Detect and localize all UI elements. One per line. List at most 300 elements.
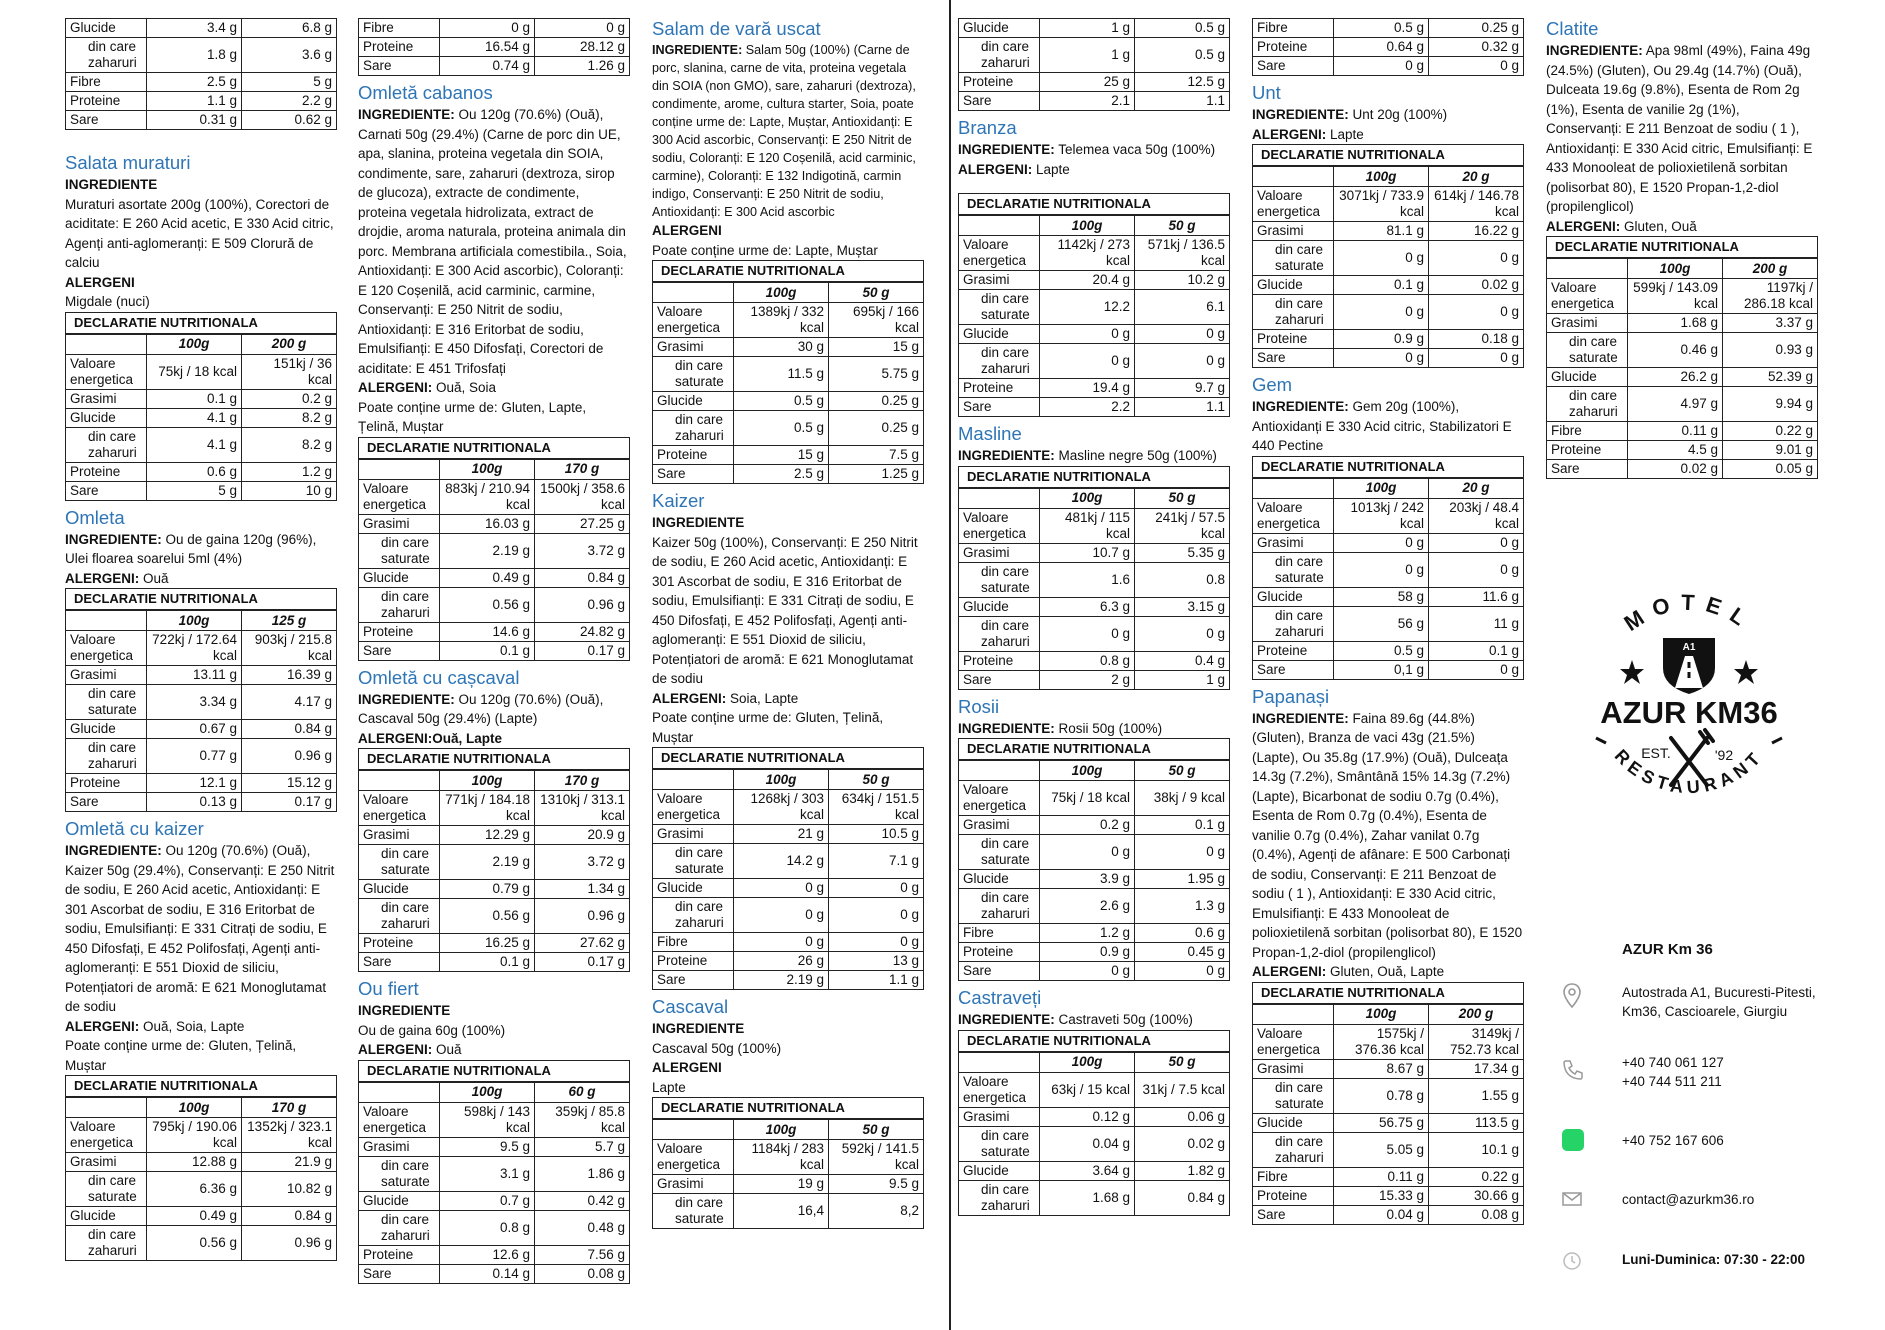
header-per-100g: 100g [1040,761,1135,781]
value-per-100g: 75kj / 18 kcal [147,354,242,389]
table-row [66,19,337,38]
value-per-100g: 0.6 g [147,462,242,481]
header-per-100g: 100g [440,771,535,791]
column-1 [65,18,337,1265]
value-per-100g: 1268kj / 303 kcal [734,790,829,825]
value-per-portion: 9.7 g [1135,379,1230,398]
nutrient-label: din care zaharuri [66,427,147,462]
value-per-100g: 2.5 g [734,465,829,484]
section-title: Omletă cu cașcaval [358,666,520,688]
table-row [1253,498,1524,533]
table-row [959,508,1230,543]
value-per-100g: 3.9 g [1040,870,1135,889]
table-header [959,761,1230,781]
table-row [66,1153,337,1172]
value-per-portion: 0.96 g [535,899,630,934]
table-row [653,303,924,338]
value-per-100g: 0 g [734,879,829,898]
ingredients-text: INGREDIENTE: Ou 120g (70.6%) (Ouă), Carnati 50g (29.4%) (Carne de porc din UE, apa, slanina, proteina vegetala din SOIA, condimente, sare, zaharuri (dextroza, sirop de glucoza), extracte de condimente, proteina vegetala hidrolizata, extract de drojdie, aroma naturala, proteina animala din porc. Membrana artificiala comestibila., Soia, Antioxidanți: E 300 Acid ascorbic), Coloranți: E 120 Coșenilă, acid carminic, carmine, Conservanți: E 250 Nitrit de sodiu, Antioxidanți: E 316 Eritorbat de sodiu, Emulsifianți: E 450 Difosfați, Corectori de aciditate: E 451 Trifosfați [358,107,627,376]
value-per-100g: 3.64 g [1040,1161,1135,1180]
value-per-portion: 1.1 g [829,971,924,990]
value-per-portion: 10.82 g [242,1172,337,1207]
section-title: Branza [958,117,1017,138]
value-per-100g: 0.1 g [440,641,535,660]
table-row [959,398,1230,417]
value-per-portion: 203kj / 48.4 kcal [1429,498,1524,533]
value-per-100g: 1 g [1040,38,1135,73]
value-per-100g: 3.4 g [147,19,242,38]
value-per-portion: 0.06 g [1135,1107,1230,1126]
header-blank [959,1052,1040,1072]
svg-text:MOTEL [1619,590,1758,637]
value-per-100g: 1575kj / 376.36 kcal [1334,1024,1429,1059]
nutrient-label: Proteine [359,1245,440,1264]
value-per-portion: 0 g [1135,325,1230,344]
table-row [959,543,1230,562]
nutrient-label: din care saturate [1253,1078,1334,1113]
nutrition-heading: DECLARATIE NUTRITIONALA [1252,456,1524,478]
table-row [653,411,924,446]
section-title: Rosii [958,695,1000,717]
value-per-100g: 2 g [1040,670,1135,689]
nutrient-label: din care saturate [1547,333,1628,368]
nutrient-label: Glucide [959,19,1040,38]
nutrient-label: Valoare energetica [359,791,440,826]
ingredients-text: INGREDIENTE: Telemea vaca 50g (100%) [958,142,1216,157]
value-per-portion: 5 g [242,73,337,92]
table-row [1253,57,1524,76]
table-row [653,357,924,392]
table-row [959,92,1230,111]
value-per-portion: 10 g [242,481,337,500]
hours-row [1562,1250,1862,1269]
value-per-portion: 0.5 g [1135,19,1230,38]
header-blank [959,216,1040,236]
value-per-portion: 0 g [1429,349,1524,368]
value-per-100g: 26 g [734,952,829,971]
table-row [959,19,1230,38]
table-header [959,216,1230,236]
value-per-portion: 0.48 g [535,1210,630,1245]
value-per-portion: 20.9 g [535,826,630,845]
value-per-100g: 16,4 [734,1194,829,1229]
email-address[interactable]: contact@azurkm36.ro [1622,1192,1755,1207]
value-per-portion: 8,2 [829,1194,924,1229]
value-per-100g: 0 g [1040,835,1135,870]
nutrient-label: Fibre [359,19,440,38]
nutrition-table [65,1097,337,1261]
nutrient-label: Sare [66,481,147,500]
table-row [959,1072,1230,1107]
header-per-portion: 50 g [829,770,924,790]
ingredients-text: INGREDIENTE: Unt 20g (100%) [1252,107,1448,122]
section-title: Cascaval [652,996,729,1017]
value-per-portion: 0.22 g [1723,422,1818,441]
table-row [653,898,924,933]
nutrient-label: Valoare energetica [1253,187,1334,222]
value-per-portion: 10.5 g [829,825,924,844]
value-per-portion: 0.02 g [1135,1126,1230,1161]
nutrition-heading: DECLARATIE NUTRITIONALA [1252,982,1524,1004]
nutrient-label: Valoare energetica [66,631,147,666]
value-per-100g: 16.54 g [440,38,535,57]
nutrient-label: Glucide [359,880,440,899]
nutrient-label: Grasimi [959,1107,1040,1126]
value-per-100g: 0 g [1040,616,1135,651]
table-header [359,771,630,791]
table-row [1547,422,1818,441]
star-icon [1620,660,1644,684]
value-per-portion: 8.2 g [242,427,337,462]
email-row [1562,1190,1862,1209]
nutrition-table [1252,166,1524,368]
whatsapp-number[interactable]: +40 752 167 606 [1622,1133,1724,1148]
value-per-100g: 1.1 g [147,92,242,111]
nutrient-label: Proteine [1253,641,1334,660]
nutrient-label: Proteine [959,943,1040,962]
table-header [1547,259,1818,279]
header-blank [1253,478,1334,498]
value-per-100g: 20.4 g [1040,271,1135,290]
ingredients-text: INGREDIENTE: Ou 120g (70.6%) (Ouă), Cascaval 50g (29.4%) (Lapte) [358,691,604,726]
table-row [359,899,630,934]
table-row [959,924,1230,943]
value-per-portion: 24.82 g [535,622,630,641]
table-row [653,971,924,990]
allergens-text: ALERGENI: Gluten, Ouă [1546,218,1697,234]
value-per-100g: 0.2 g [1040,816,1135,835]
table-header [359,1082,630,1102]
value-per-100g: 1.6 [1040,562,1135,597]
nutrition-heading: DECLARATIE NUTRITIONALA [358,748,630,770]
value-per-portion: 1197kj / 286.18 kcal [1723,279,1818,314]
value-per-100g: 0.56 g [440,899,535,934]
value-per-portion: 0.17 g [242,793,337,812]
header-per-100g: 100g [147,611,242,631]
nutrient-label: Valoare energetica [66,1118,147,1153]
svg-text:RESTAURANT [1611,746,1767,798]
value-per-100g: 6.3 g [1040,597,1135,616]
phone-row [1562,1053,1862,1091]
value-per-portion: 3.72 g [535,845,630,880]
value-per-portion: 1.3 g [1135,889,1230,924]
table-row [66,1207,337,1226]
table-row [66,739,337,774]
nutrition-heading: DECLARATIE NUTRITIONALA [65,588,337,610]
value-per-portion: 11 g [1429,606,1524,641]
nutrition-table-cont [958,18,1230,111]
section-title: Gem [1252,374,1293,395]
table-row [359,1210,630,1245]
nutrient-label: Grasimi [1253,533,1334,552]
ingredients-text: INGREDIENTE: Faina 89.6g (44.8%) (Gluten), Branza de vaci 43g (21.5%) (Lapte), Ou 35.8g (17.9%) (Ouă), Dulceața 14.3g (7.2%), Smântână 15% 14.3g (7.2%) (Lapte), Bicarbonat de sodiu 0.7g (0.4%), Esenta de Rom 0.7g (0.4%), Esenta de vanilie 0.7g (0.4%), Zahar vanilat 0.7g (0.4%), Agenți de afânare: E 500 Carbonați de sodiu, Conservanți: E 211 Benzoat de sodiu ( 1 ), Antioxidanți: E 330 Acid citric, Emulsifianți: E 433 Monooleat de polioxietilenă sorbitan (polisorbat 80), E 1520 Propan-1,2-diol (propilenglicol) [1252,710,1523,960]
phone-2[interactable]: +40 744 511 211 [1622,1074,1722,1089]
table-row [66,1172,337,1207]
value-per-100g: 0.67 g [147,720,242,739]
value-per-100g: 0.46 g [1628,333,1723,368]
value-per-portion: 0.1 g [1135,816,1230,835]
value-per-portion: 0.17 g [535,953,630,972]
nutrient-label: Sare [1547,460,1628,479]
value-per-portion: 0 g [1429,533,1524,552]
allergens-text: ALERGENI: Ouă [358,1042,462,1057]
value-per-100g: 4.5 g [1628,441,1723,460]
nutrient-label: din care saturate [959,290,1040,325]
table-header [1253,478,1524,498]
value-per-100g: 12.6 g [440,1245,535,1264]
header-per-portion: 50 g [829,283,924,303]
table-row [959,73,1230,92]
column-5 [1252,18,1524,1229]
table-row [359,1102,630,1137]
nutrition-table [1252,478,1524,680]
value-per-portion: 0.4 g [1135,651,1230,670]
ingredients-text: INGREDIENTE: Masline negre 50g (100%) [958,448,1217,463]
nutrient-label: Glucide [359,1191,440,1210]
value-per-100g: 58 g [1334,587,1429,606]
nutrient-label: din care saturate [359,1156,440,1191]
value-per-portion: 0.96 g [242,739,337,774]
nutrient-label: din care zaharuri [359,1210,440,1245]
section-title: Omletă cabanos [358,82,493,103]
opening-hours: Luni-Duminica: 07:30 - 22:00 [1622,1252,1806,1267]
value-per-portion: 52.39 g [1723,368,1818,387]
table-row [1253,1024,1524,1059]
table-row [1253,1078,1524,1113]
value-per-100g: 0 g [1040,344,1135,379]
value-per-portion: 1.86 g [535,1156,630,1191]
section-title: Salam de vară uscat [652,18,821,39]
whatsapp-row [1562,1131,1862,1150]
value-per-100g: 0.5 g [734,392,829,411]
value-per-portion: 0.5 g [1135,38,1230,73]
header-per-portion: 170 g [535,771,630,791]
nutrition-heading: DECLARATIE NUTRITIONALA [958,738,1230,760]
traces-text: Poate conține urme de: Lapte, Muștar [652,242,878,258]
nutrition-table [958,760,1230,981]
nutrient-label: Glucide [1253,276,1334,295]
value-per-portion: 27.62 g [535,934,630,953]
nutrient-label: Proteine [66,774,147,793]
table-row [359,57,630,76]
nutrient-label: din care zaharuri [1253,606,1334,641]
value-per-100g: 1013kj / 242 kcal [1334,498,1429,533]
value-per-100g: 2.6 g [1040,889,1135,924]
value-per-portion: 241kj / 57.5 kcal [1135,508,1230,543]
value-per-portion: 3149kj / 752.73 kcal [1429,1024,1524,1059]
value-per-100g: 0.04 g [1334,1205,1429,1224]
allergens-text: ALERGENI: Ouă, Soia [358,380,497,395]
table-row [1253,660,1524,679]
table-row [359,641,630,660]
nutrient-label: Grasimi [1253,1059,1334,1078]
value-per-100g: 722kj / 172.64 kcal [147,631,242,666]
nutrient-label: din care zaharuri [359,587,440,622]
nutrient-label: Sare [959,962,1040,981]
nutrient-label: Fibre [653,933,734,952]
nutrition-table [958,488,1230,690]
value-per-portion: 3.72 g [535,533,630,568]
table-row [959,236,1230,271]
value-per-portion: 7.1 g [829,844,924,879]
value-per-portion: 0.62 g [242,111,337,130]
ingredients-label: INGREDIENTE [652,515,745,530]
nutrient-label: din care saturate [653,844,734,879]
nutrient-label: Glucide [959,870,1040,889]
table-row [959,562,1230,597]
value-per-portion: 0.6 g [1135,924,1230,943]
header-per-portion: 125 g [242,611,337,631]
nutrient-label: Grasimi [653,825,734,844]
value-per-100g: 0 g [1334,57,1429,76]
nutrient-label: din care zaharuri [1547,387,1628,422]
table-row [66,666,337,685]
value-per-100g: 0 g [1334,295,1429,330]
section-title: Omleta [65,506,125,528]
nutrient-label: Valoare energetica [959,236,1040,271]
value-per-100g: 2.5 g [147,73,242,92]
table-row [653,392,924,411]
value-per-portion: 1.1 [1135,92,1230,111]
value-per-100g: 3071kj / 733.9 kcal [1334,187,1429,222]
table-row [959,1126,1230,1161]
table-row [66,481,337,500]
value-per-100g: 12.29 g [440,826,535,845]
value-per-portion: 10.1 g [1429,1132,1524,1167]
value-per-portion: 7.5 g [829,446,924,465]
nutrition-heading: DECLARATIE NUTRITIONALA [65,1075,337,1097]
header-per-100g: 100g [734,770,829,790]
nutrient-label: Proteine [1253,38,1334,57]
ingredients-text: Muraturi asortate 200g (100%), Corectori de aciditate: E 260 Acid acetic, E 330 Acid citric, Agenți anti-aglomeranți: E 509 Clorură de calciu [65,196,334,270]
value-per-100g: 0 g [1334,533,1429,552]
header-blank [66,611,147,631]
header-per-100g: 100g [1040,1052,1135,1072]
allergens-text: Lapte [652,1079,686,1095]
nutrient-label: Proteine [959,651,1040,670]
address-line-2: Km36, Cascioarele, Giurgiu [1622,1004,1788,1019]
table-row [1547,314,1818,333]
value-per-portion: 9.94 g [1723,387,1818,422]
table-row [1253,295,1524,330]
value-per-portion: 1310kj / 313.1 kcal [535,791,630,826]
nutrition-table [958,215,1230,417]
phone-1[interactable]: +40 740 061 127 [1622,1055,1724,1070]
value-per-100g: 4.1 g [147,427,242,462]
allergens-text: ALERGENI:Ouă, Lapte [358,730,503,746]
nutrient-label: Glucide [66,720,147,739]
value-per-100g: 16.25 g [440,934,535,953]
value-per-100g: 0 g [1334,552,1429,587]
nutrient-label: Grasimi [359,514,440,533]
value-per-portion: 15 g [829,338,924,357]
nutrient-label: din care saturate [359,533,440,568]
value-per-portion: 0.25 g [1429,19,1524,38]
value-per-portion: 0 g [1429,295,1524,330]
ingredients-text: INGREDIENTE: Salam 50g (100%) (Carne de porc, slanina, carne de vita, proteina vegetala din SOIA (non GMO), sare, zaharuri (dextroza), condimente, arome, cultura starter, Soia, poate conține urme de: Lapte, Muștar, Antioxidanți: E 300 Acid ascorbic, Conservanți: E 250 Nitrit de sodiu, Coloranți: E 120 Coșenilă, acid carminic, carmine), Coloranți: E 132 Indigotină, carmin indigo, Conservanți: E 250 Nitrit de sodiu, Antioxidanți: E 300 Acid ascorbic [652,43,916,219]
nutrition-table [358,459,630,661]
table-row [1547,460,1818,479]
value-per-100g: 56.75 g [1334,1113,1429,1132]
ingredients-text: INGREDIENTE: Gem 20g (100%), Antioxidanți E 330 Acid citric, Stabilizatori E 440 Pectine [1252,399,1512,453]
value-per-portion: 0.17 g [535,641,630,660]
value-per-portion: 0.05 g [1723,460,1818,479]
value-per-portion: 31kj / 7.5 kcal [1135,1072,1230,1107]
table-row [653,879,924,898]
allergens-text: ALERGENI: Lapte [1252,126,1364,142]
value-per-portion: 0.8 [1135,562,1230,597]
nutrient-label: din care zaharuri [959,38,1040,73]
shield-icon [1663,638,1715,694]
nutrient-label: din care saturate [66,685,147,720]
ingredients-text: Kaizer 50g (100%), Conservanți: E 250 Nitrit de sodiu, E 260 Acid acetic, Antioxidanți: E 301 Ascorbat de sodiu, E 316 Eritorbat de sodiu, Emulsifianți: E 331 Citrați de sodiu, E 450 Difosfați, E 452 Polifosfați, Agenți anti-aglomeranți: E 551 Dioxid de siliciu, Potențiatori de aromă: E 621 Monoglutamat de sodiu [652,534,918,686]
motel-logo [1574,580,1804,810]
allergens-text: ALERGENI: Ouă [65,570,169,586]
value-per-100g: 9.5 g [440,1137,535,1156]
value-per-portion: 0.02 g [1429,276,1524,295]
nutrition-table [358,770,630,972]
nutrient-label: din care saturate [359,845,440,880]
nutrient-label: Grasimi [66,389,147,408]
value-per-100g: 4.1 g [147,408,242,427]
ingredients-text: INGREDIENTE: Ou 120g (70.6%) (Ouă), Kaizer 50g (29.4%), Conservanți: E 250 Nitrit de sodiu, E 260 Acid acetic, Antioxidanți: E 301 Ascorbat de sodiu, E 316 Eritorbat de sodiu, Emulsifianți: E 331 Citrați de sodiu, E 450 Difosfați, E 452 Polifosfați, Agenți anti-aglomeranți: E 551 Dioxid de siliciu, Potențiatori de aromă: E 621 Monoglutamat de sodiu [65,843,335,1014]
table-row [66,111,337,130]
value-per-100g: 0.1 g [440,953,535,972]
value-per-100g: 2.19 g [440,845,535,880]
table-row [1253,276,1524,295]
header-blank [653,770,734,790]
value-per-portion: 1 g [1135,670,1230,689]
value-per-100g: 0 g [1334,349,1429,368]
nutrient-label: Sare [1253,660,1334,679]
value-per-100g: 1 g [1040,19,1135,38]
header-per-portion: 50 g [1135,216,1230,236]
table-header [653,283,924,303]
value-per-portion: 0.42 g [535,1191,630,1210]
header-per-100g: 100g [1334,1004,1429,1024]
value-per-100g: 0.8 g [1040,651,1135,670]
value-per-portion: 21.9 g [242,1153,337,1172]
value-per-100g: 12.1 g [147,774,242,793]
nutrition-table-cont [1252,18,1524,76]
value-per-100g: 1.8 g [147,38,242,73]
nutrition-heading: DECLARATIE NUTRITIONALA [958,1030,1230,1052]
value-per-portion: 113.5 g [1429,1113,1524,1132]
header-per-portion: 50 g [1135,761,1230,781]
nutrient-label: Fibre [1547,422,1628,441]
value-per-portion: 695kj / 166 kcal [829,303,924,338]
value-per-100g: 8.67 g [1334,1059,1429,1078]
ingredients-label: INGREDIENTE [358,1003,451,1018]
table-row [1253,19,1524,38]
table-row [1547,368,1818,387]
value-per-portion: 7.56 g [535,1245,630,1264]
nutrient-label: din care zaharuri [66,1226,147,1261]
table-row [66,631,337,666]
value-per-portion: 1.26 g [535,57,630,76]
header-per-100g: 100g [1040,488,1135,508]
table-header [653,770,924,790]
value-per-portion: 9.5 g [829,1175,924,1194]
nutrition-table [358,1082,630,1284]
value-per-portion: 0 g [1135,835,1230,870]
nutrient-label: Sare [653,971,734,990]
mail-icon [1562,1192,1582,1211]
value-per-portion: 0.32 g [1429,38,1524,57]
header-per-portion: 20 g [1429,167,1524,187]
value-per-portion: 2.2 g [242,92,337,111]
header-per-portion: 50 g [1135,488,1230,508]
